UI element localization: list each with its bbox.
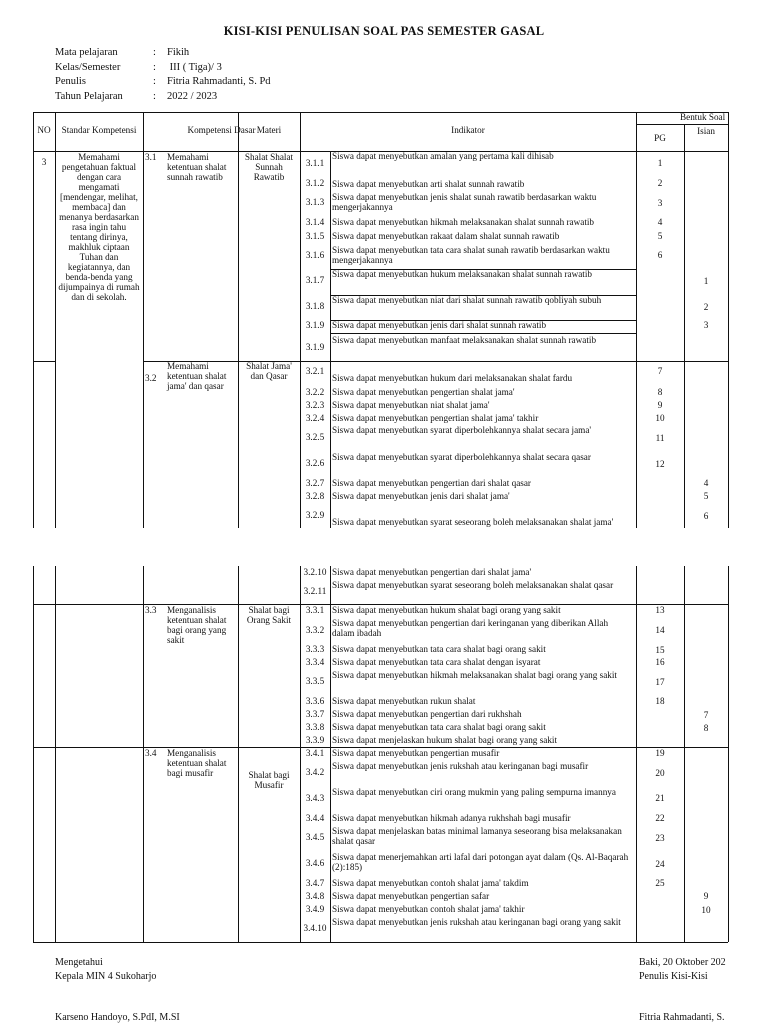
indicator-text: Siswa dapat menyebutkan jenis dari shalat sunnah rawatib: [332, 320, 547, 330]
indicator-number: 3.2.2: [305, 387, 325, 397]
indicator-number: 3.1.4: [305, 217, 325, 227]
pg-number: 21: [655, 793, 665, 803]
indicator-number: 3.2.8: [305, 491, 325, 501]
indicator-number: 3.1.5: [305, 231, 325, 241]
pg-number: 5: [657, 231, 663, 241]
meta-value: Fitria Rahmadanti, S. Pd: [167, 76, 271, 87]
table-rule: [330, 320, 636, 321]
materi-text: Shalat bagi Musafir: [248, 770, 290, 790]
indicator-number: 3.4.2: [305, 767, 325, 777]
kd-number: 3.2: [145, 373, 157, 383]
header-isian: Isian: [697, 126, 715, 136]
table-rule: [636, 566, 637, 942]
indicator-text: Siswa dapat menyebutkan hikmah adanya rukhshah bagi musafir: [332, 813, 571, 823]
indicator-text: Siswa dapat menyebutkan tata cara shalat sunah rawatib berdasarkan waktu mengerjakannya: [332, 245, 610, 265]
indicator-number: 3.2.1: [305, 366, 325, 376]
table-rule: [330, 295, 636, 296]
pg-number: 6: [657, 250, 663, 260]
indicator-text: Siswa dapat menyebutkan tata cara shalat bagi orang sakit: [332, 722, 546, 732]
pg-number: 20: [655, 768, 665, 778]
indicator-text: Siswa dapat menyebutkan niat shalat jama': [332, 400, 490, 410]
indicator-text: Siswa dapat menyebutkan syarat diperbolehkannya shalat secara qasar: [332, 452, 591, 462]
footer-left-line2: Kepala MIN 4 Sukoharjo: [55, 971, 157, 982]
table-rule: [33, 942, 728, 943]
row-number: 3: [41, 157, 47, 167]
indicator-text: Siswa dapat menyebutkan rakaat dalam shalat sunnah rawatib: [332, 231, 560, 241]
indicator-number: 3.3.4: [305, 657, 325, 667]
pg-number: 23: [655, 833, 665, 843]
isian-number: 10: [701, 905, 711, 915]
table-rule: [55, 566, 56, 942]
isian-number: 4: [703, 478, 709, 488]
table-rule: [728, 151, 729, 528]
header-bentuk-soal: Bentuk Soal: [680, 112, 726, 122]
table-rule: [684, 566, 685, 942]
document-meta: [55, 47, 271, 105]
indicator-text: Siswa dapat menyebutkan manfaat melaksanakan shalat sunnah rawatib: [332, 335, 597, 345]
table-rule: [33, 112, 34, 151]
indicator-text: Siswa dapat menerjemahkan arti lafal dari potongan ayat dalam (Qs. Al-Baqarah (2):185): [332, 852, 629, 872]
meta-colon: :: [153, 90, 156, 102]
indicator-number: 3.3.1: [305, 605, 325, 615]
indicator-text: Siswa dapat menyebutkan hikmah melaksanakan shalat bagi orang yang sakit: [332, 670, 617, 680]
page-title: KISI-KISI PENULISAN SOAL PAS SEMESTER GASAL: [223, 24, 545, 38]
kd-number: 3.3: [145, 605, 157, 615]
pg-number: 12: [655, 459, 665, 469]
table-rule: [33, 151, 34, 528]
indicator-text: Siswa dapat menyebutkan contoh shalat jama' takhir: [332, 904, 525, 914]
pg-number: 1: [657, 158, 663, 168]
indicator-number: 3.3.6: [305, 696, 325, 706]
indicator-number: 3.3.9: [305, 735, 325, 745]
footer-left-name: Karseno Handoyo, S.PdI, M.SI: [55, 1012, 180, 1023]
indicator-text: Siswa dapat menyebutkan jenis dari shalat jama': [332, 491, 510, 501]
pg-number: 3: [657, 198, 663, 208]
meta-row: [55, 76, 271, 91]
table-rule: [636, 124, 728, 125]
indicator-number: 3.2.6: [305, 458, 325, 468]
meta-row: [55, 62, 271, 77]
pg-number: 13: [655, 605, 665, 615]
meta-colon: :: [153, 76, 156, 87]
table-rule: [300, 151, 301, 528]
isian-number: 2: [703, 302, 709, 312]
indicator-number: 3.2.9: [305, 510, 325, 520]
table-rule: [238, 566, 239, 942]
pg-number: 15: [655, 645, 665, 655]
indicator-number: 3.3.5: [305, 676, 325, 686]
meta-value: Fikih: [167, 47, 190, 58]
indicator-number: 3.3.8: [305, 722, 325, 732]
indicator-text: Siswa dapat menyebutkan pengertian dari shalat jama': [332, 567, 532, 577]
indicator-number: 3.4.9: [305, 904, 325, 914]
table-rule: [143, 361, 728, 362]
pg-number: 17: [655, 677, 665, 687]
indicator-text: Siswa dapat menjelaskan hukum shalat bagi orang yang sakit: [332, 735, 558, 745]
indicator-text: Siswa dapat menyebutkan hukum dari melaksanakan shalat fardu: [332, 373, 573, 383]
pg-number: 25: [655, 878, 665, 888]
table-rule: [636, 112, 637, 151]
indicator-number: 3.1.8: [305, 301, 325, 311]
indicator-number: 3.2.4: [305, 413, 325, 423]
meta-colon: :: [153, 47, 156, 58]
indicator-number: 3.2.7: [305, 478, 325, 488]
indicator-text: Siswa dapat menjelaskan batas minimal lamanya seseorang bisa melaksanakan shalat qasar: [332, 826, 622, 846]
standar-kompetensi-text: Memahami pengetahuan faktual dengan cara mengamati [mendengar, melihat, membaca] dan menanya berdasarkan rasa ingin tahu tentang dirinya, makhluk ciptaan Tuhan dan kegiatannya, dan benda-benda yang dijumpainya di rumah dan di sekolah.: [58, 152, 140, 302]
table-rule: [238, 112, 239, 151]
table-rule: [330, 151, 331, 528]
meta-label: Kelas/Semester: [55, 61, 121, 73]
indicator-number: 3.3.7: [305, 709, 325, 719]
indicator-text: Siswa dapat menyebutkan hikmah melaksanakan shalat sunnah rawatib: [332, 217, 595, 227]
indicator-number: 3.4.7: [305, 878, 325, 888]
indicator-text: Siswa dapat menyebutkan hukum melaksanakan shalat sunnah rawatib: [332, 269, 592, 279]
pg-number: 22: [655, 813, 665, 823]
meta-row: [55, 91, 271, 106]
kd-text: Memahami ketentuan shalat jama' dan qasar: [167, 361, 227, 391]
isian-number: 1: [703, 276, 709, 286]
pg-number: 11: [655, 433, 665, 443]
indicator-text: Siswa dapat menyebutkan syarat seseorang boleh melaksanakan shalat jama': [332, 517, 614, 527]
table-rule: [684, 151, 685, 528]
isian-number: 5: [703, 491, 709, 501]
indicator-text: Siswa dapat menyebutkan arti shalat sunnah rawatib: [332, 179, 525, 189]
indicator-text: Siswa dapat menyebutkan pengertian musafir: [332, 748, 500, 758]
indicator-number: 3.1.3: [305, 197, 325, 207]
indicator-text: Siswa dapat menyebutkan contoh shalat jama' takdim: [332, 878, 529, 888]
indicator-text: Siswa dapat menyebutkan rukun shalat: [332, 696, 476, 706]
pg-number: 8: [657, 387, 663, 397]
indicator-text: Siswa dapat menyebutkan pengertian shalat jama' takhir: [332, 413, 539, 423]
pg-number: 18: [655, 696, 665, 706]
isian-number: 7: [703, 710, 709, 720]
indicator-number: 3.3.3: [305, 644, 325, 654]
indicator-number: 3.2.5: [305, 432, 325, 442]
table-rule: [330, 333, 636, 334]
table-rule: [300, 566, 301, 942]
indicator-text: Siswa dapat menyebutkan hukum shalat bagi orang yang sakit: [332, 605, 561, 615]
table-rule: [55, 112, 56, 151]
indicator-number: 3.3.2: [305, 625, 325, 635]
indicator-number: 3.2.11: [303, 586, 327, 596]
header-no: NO: [37, 125, 51, 135]
indicator-number: 3.2.3: [305, 400, 325, 410]
meta-value: III ( Tiga)/ 3: [167, 61, 222, 73]
meta-value: 2022 / 2023: [167, 90, 218, 102]
table-rule: [55, 151, 56, 528]
indicator-number: 3.1.9: [305, 342, 325, 352]
table-rule: [33, 566, 34, 942]
table-rule: [300, 112, 301, 151]
pg-number: 4: [657, 217, 663, 227]
indicator-text: Siswa dapat menyebutkan jenis rukshah atau keringanan bagi orang yang sakit: [332, 917, 621, 927]
table-rule: [33, 112, 728, 113]
kd-text: Memahami ketentuan shalat sunnah rawatib: [167, 152, 227, 182]
pg-number: 14: [655, 625, 665, 635]
indicator-text: Siswa dapat menyebutkan tata cara shalat bagi orang sakit: [332, 644, 546, 654]
indicator-number: 3.4.4: [305, 813, 325, 823]
meta-label: Tahun Pelajaran: [55, 90, 123, 102]
indicator-text: Siswa dapat menyebutkan pengertian dari rukhshah: [332, 709, 522, 719]
footer-right-line2: Penulis Kisi-Kisi: [639, 971, 708, 982]
indicator-text: Siswa dapat menyebutkan jenis shalat sunah rawatib berdasarkan waktu mengerjakannya: [332, 192, 597, 212]
indicator-number: 3.4.3: [305, 793, 325, 803]
indicator-text: Siswa dapat menyebutkan pengertian dari keringanan yang diberikan Allah dalam ibadah: [332, 618, 609, 638]
indicator-number: 3.1.1: [305, 158, 325, 168]
indicator-text: Siswa dapat menyebutkan niat dari shalat sunnah rawatib qobliyah subuh: [332, 295, 602, 305]
pg-number: 19: [655, 748, 665, 758]
materi-text: Shalat bagi Orang Sakit: [246, 605, 292, 625]
indicator-text: Siswa dapat menyebutkan pengertian safar: [332, 891, 490, 901]
kd-number: 3.1: [145, 152, 157, 162]
pg-number: 7: [657, 366, 663, 376]
header-materi: Materi: [256, 125, 282, 135]
isian-number: 8: [703, 723, 709, 733]
table-rule: [33, 747, 728, 748]
kd-text: Menganalisis ketentuan shalat bagi orang yang sakit: [167, 605, 227, 645]
pg-number: 10: [655, 413, 665, 423]
header-kompetensi-dasar: Kompetensi Dasar: [187, 125, 256, 135]
table-rule: [330, 566, 331, 942]
table-rule: [143, 151, 144, 528]
indicator-text: Siswa dapat menyebutkan amalan yang pertama kali dihisab: [332, 151, 554, 161]
indicator-text: Siswa dapat menyebutkan jenis rukshah atau keringanan bagi musafir: [332, 761, 589, 771]
indicator-number: 3.4.10: [303, 923, 327, 933]
materi-text: Shalat Jama' dan Qasar: [246, 361, 292, 381]
indicator-text: Siswa dapat menyebutkan ciri orang mukmin yang paling sempurna imannya: [332, 787, 616, 797]
table-rule: [728, 112, 729, 151]
meta-row: [55, 47, 271, 62]
indicator-text: Siswa dapat menyebutkan pengertian shalat jama': [332, 387, 515, 397]
isian-number: 6: [703, 511, 709, 521]
header-pg: PG: [654, 133, 666, 143]
kd-text: Menganalisis ketentuan shalat bagi musafir: [167, 748, 227, 778]
indicator-number: 3.4.1: [305, 748, 325, 758]
isian-number: 9: [703, 891, 709, 901]
materi-text: Shalat Shalat Sunnah Rawatib: [244, 152, 294, 182]
header-indikator: Indikator: [451, 125, 485, 135]
indicator-number: 3.2.10: [303, 567, 327, 577]
table-rule: [143, 112, 144, 151]
indicator-number: 3.4.6: [305, 858, 325, 868]
table-rule: [238, 151, 239, 528]
isian-number: 3: [703, 320, 709, 330]
indicator-text: Siswa dapat menyebutkan syarat diperbolehkannya shalat secara jama': [332, 425, 592, 435]
table-rule: [33, 604, 728, 605]
pg-number: 24: [655, 859, 665, 869]
kd-number: 3.4: [145, 748, 157, 758]
indicator-number: 3.1.2: [305, 178, 325, 188]
indicator-text: Siswa dapat menyebutkan syarat seseorang boleh melaksanakan shalat qasar: [332, 580, 614, 590]
table-rule: [143, 566, 144, 942]
header-standar-kompetensi: Standar Kompetensi: [61, 125, 137, 135]
footer-right-name: Fitria Rahmadanti, S.: [639, 1012, 725, 1023]
pg-number: 9: [657, 400, 663, 410]
table-rule: [728, 566, 729, 942]
indicator-number: 3.1.9: [305, 320, 325, 330]
pg-number: 16: [655, 657, 665, 667]
meta-label: Mata pelajaran: [55, 47, 118, 58]
indicator-number: 3.1.6: [305, 250, 325, 260]
footer-left-line1: Mengetahui: [55, 957, 103, 968]
pg-number: 2: [657, 178, 663, 188]
table-rule: [684, 124, 685, 151]
indicator-number: 3.4.8: [305, 891, 325, 901]
indicator-text: Siswa dapat menyebutkan tata cara shalat dengan isyarat: [332, 657, 541, 667]
meta-colon: :: [153, 61, 156, 73]
table-rule: [636, 151, 637, 528]
footer-right-line1: Baki, 20 Oktober 202: [639, 957, 726, 968]
indicator-number: 3.1.7: [305, 275, 325, 285]
meta-label: Penulis: [55, 76, 86, 87]
indicator-text: Siswa dapat menyebutkan pengertian dari shalat qasar: [332, 478, 531, 488]
table-rule: [330, 269, 636, 270]
table-rule: [33, 361, 55, 362]
indicator-number: 3.4.5: [305, 832, 325, 842]
